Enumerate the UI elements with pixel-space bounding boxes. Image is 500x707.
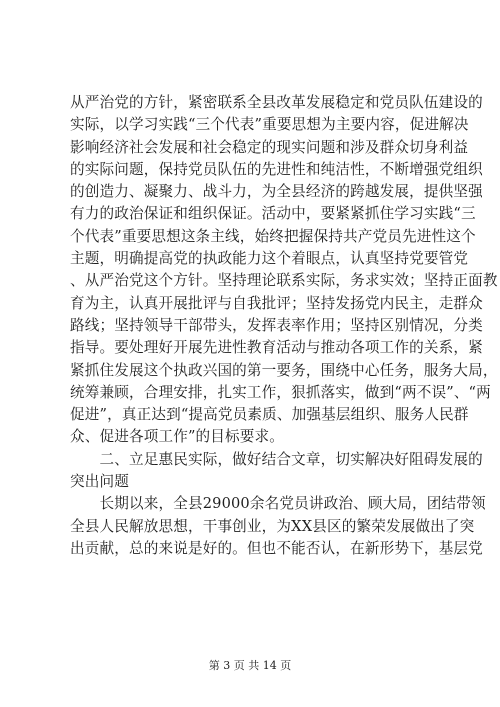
text-line: 促进”，真正达到“提高党员素质、加强基层组织、服务人民群 [70,406,469,424]
text-line: 众、促进各项工作”的目标要求。 [70,428,285,446]
text-line: 有力的政治保证和组织保证。活动中，要紧紧抓住学习实践“三 [70,205,476,223]
text-line: 影响经济社会发展和社会稳定的现实问题和涉及群众切身利益 [70,138,469,156]
text-line: 个代表”重要思想这条主线，始终把握保持共产党员先进性这个 [70,227,476,245]
text-line: 、从严治党这个方针。坚持理论联系实际，务求实效；坚持正面教 [70,272,498,290]
section-heading-line: 二、立足惠民实际，做好结合文章，切实解决好阻碍发展的 [70,450,483,468]
text-line: 主题，明确提高党的执政能力这个着眼点，认真坚持党要管党 [70,250,469,268]
text-line: 的创造力、凝聚力、战斗力，为全县经济的跨越发展，提供坚强 [70,183,483,201]
page-number: 第 3 页 共 14 页 [208,659,292,672]
text-line: 从严治党的方针，紧密联系全县改革发展稳定和党员队伍建设的 [70,94,483,111]
text-line: 长期以来，全县29000余名党员讲政治、顾大局，团结带领 [70,495,486,513]
text-line: 路线；坚持领导干部带头，发挥表率作用；坚持区别情况，分类 [70,316,483,334]
text-line: 全县人民解放思想，干事创业，为XX县区的繁荣发展做出了突 [70,517,475,535]
text-line: 指导。要处理好开展先进性教育活动与推动各项工作的关系，紧 [70,339,483,357]
text-line: 的实际问题，保持党员队伍的先进性和纯洁性，不断增强党组织 [70,160,483,178]
text-line: 出贡献，总的来说是好的。但也不能否认，在新形势下，基层党 [70,539,483,557]
text-line: 实际，以学习实践“三个代表”重要思想为主要内容，促进解决 [70,116,469,134]
text-line: 紧抓住发展这个执政兴国的第一要务，围绕中心任务，服务大局， [70,361,498,379]
text-line: 育为主，认真开展批评与自我批评；坚持发扬党内民主，走群众 [70,294,483,312]
body-text [70,92,498,560]
section-heading-line: 突出问题 [70,473,129,491]
text-line: 统筹兼顾，合理安排，扎实工作，狠抓落实，做到“两不误”、“两 [70,383,491,401]
